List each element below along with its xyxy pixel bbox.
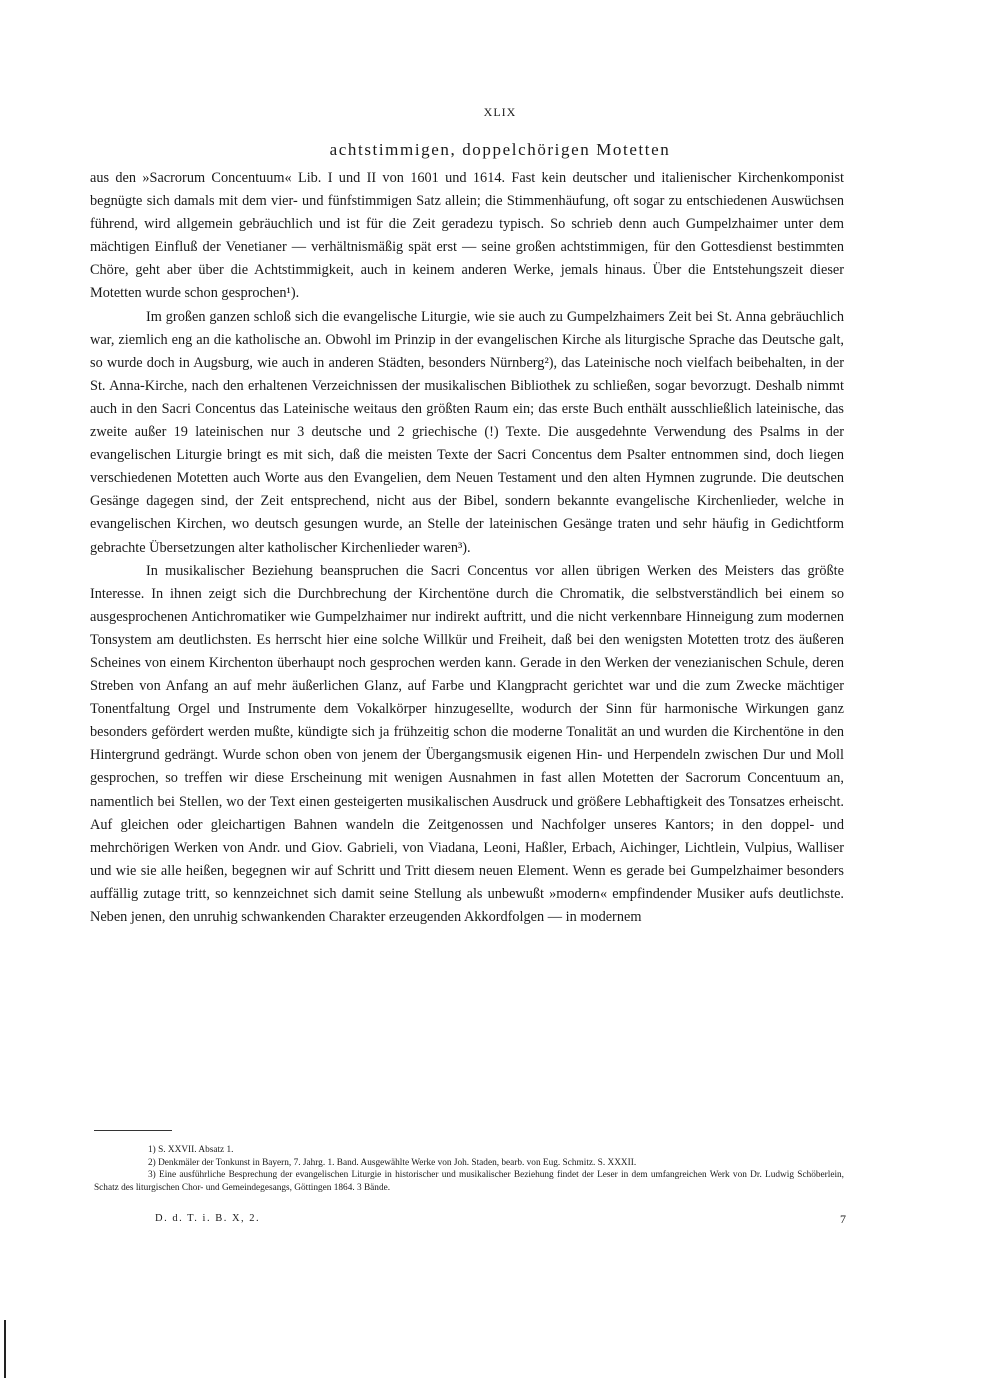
scan-edge-mark — [4, 1320, 6, 1378]
footer-sheet-number: 7 — [840, 1212, 846, 1226]
paragraph-3: In musikalischer Beziehung beanspruchen die Sacri Concentus vor allen übrigen Werken des Meisters das größte Interesse. In ihnen zeigt sich die Durchbrechung der Kirchentöne durch die Chromatik, die selbstverständlich bei einem so ausgesprochenen Antichromatiker wie Gumpelzhaimer nur indirekt auftritt, und die nicht verkennbare Hinneigung zum modernen Tonsystem am deutlichsten. Es herrscht hier eine solche Willkür und Freiheit, daß bei den wenigsten Motetten trotz des äußeren Scheines von einem Kirchenton überhaupt noch gesprochen werden kann. Gerade in den Werken der venezianischen Schule, deren Streben von Anfang an auf mehr äußerlichen Glanz, auf Farbe und Klangpracht gerichtet war und die zum Zwecke mächtiger Tonentfaltung Orgel und Instrumente dem Vokalkörper hinzugesellte, wodurch der Sinn für harmonische Wirkungen ganz besonders gefördert werden mußte, kündigte sich ja frühzeitig schon die moderne Tonalität an und wurden die Kirchentöne in den Hintergrund gedrängt. Wurde schon oben von jenem der Übergangsmusik eigenen Hin- und Herpendeln zwischen Dur und Moll gesprochen, so treffen wir diese Erscheinung mit wenigen Ausnahmen in fast allen Motetten der Sacrorum Concentuum an, namentlich bei Stellen, wo der Text einen gesteigerten musikalischen Ausdruck und größere Lebhaftigkeit des Tonsatzes erheischt. Auf gleichen oder gleichartigen Bahnen wandeln die Zeitgenossen und Nachfolger unseres Kantors; in den doppel- und mehrchörigen Werken von Andr. und Giov. Gabrieli, von Viadana, Leoni, Haßler, Erbach, Aichinger, Lichtlein, Vulpius, Walliser und wie sie alle heißen, begegnen wir auf Schritt und Tritt diesem neuen Element. Wenn es gerade bei Gumpelzhaimer besonders auffällig zutage tritt, so kennzeichnet sich damit seine Stellung als unbewußt »modern« empfindender Musiker aufs deutlichste. Neben jenen, den unruhig schwankenden Charakter erzeugenden Akkordfolgen — in modernem — [90, 562, 844, 925]
footnote-2: 2) Denkmäler der Tonkunst in Bayern, 7. Jahrg. 1. Band. Ausgewählte Werke von Joh. Staden, bearb. von Eug. Schmitz. S. XXXII. — [148, 1157, 637, 1168]
page-number: XLIX — [483, 105, 517, 119]
footnote-3: 3) Eine ausführliche Besprechung der evangelischen Liturgie in historischer und musikalischer Beziehung findet der Leser in dem umfangreichen Werk von Dr. Ludwig Schöberlein, Schatz des liturgischen Chor- und Gemeindegesangs, Göttingen 1864. 3 Bände. — [94, 1170, 844, 1193]
footnote-1: 1) S. XXVII. Absatz 1. — [148, 1145, 234, 1155]
paragraph-1: aus den »Sacrorum Concentuum« Lib. I und II von 1601 und 1614. Fast kein deutscher und italienischer Kirchenkomponist begnügte sich damals mit dem vier- und fünfstimmigen Satz allein; die Stimmenhäufung, oft sogar zu entschiedenen Auswüchsen führend, wird allgemein gebräuchlich und ist für die Zeit geradezu typisch. So schrieb denn auch Gumpelzhaimer unter dem mächtigen Einfluß der Venetianer — verhältnismäßig spät erst — seine großen achtstimmigen, für den Gottesdienst bestimmten Chöre, geht aber über die Achtstimmigkeit, auch in keinem anderen Werke, jemals hinaus. Über die Entstehungszeit dieser Motetten wurde schon gesprochen¹). — [90, 170, 844, 302]
footnote-divider — [94, 1130, 172, 1131]
footnotes — [94, 1144, 844, 1194]
body-text — [90, 167, 844, 929]
running-heading: achtstimmigen, doppelchörigen Motetten — [329, 140, 671, 159]
footer-signature: D. d. T. i. B. X, 2. — [155, 1213, 261, 1224]
paragraph-2: Im großen ganzen schloß sich die evangelische Liturgie, wie sie auch zu Gumpelzhaimers Zeit bei St. Anna gebräuchlich war, ziemlich eng an die katholische an. Obwohl im Prinzip in der evangelischen Kirche als liturgische Sprache das Deutsche galt, so wurde doch in Augsburg, wie auch in anderen Städten, besonders Nürnberg²), das Lateinische noch vielfach beibehalten, in der St. Anna-Kirche, nach den erhaltenen Verzeichnissen der musikalischen Bibliothek zu schließen, sogar bevorzugt. Deshalb nimmt auch in den Sacri Concentus das Lateinische weitaus den größten Raum ein; das erste Buch enthält ausschließlich lateinische, das zweite außer 19 lateinischen nur 3 deutsche und 2 griechische (!) Texte. Die ausgedehnte Verwendung des Psalms in der evangelischen Liturgie bringt es mit sich, daß die meisten Texte der Sacri Concentus dem Psalter entnommen sind, doch liegen verschiedenen Motetten auch Worte aus den Evangelien, dem Neuen Testament und den alten Hymnen zugrunde. Die deutschen Gesänge dagegen sind, der Zeit entsprechend, nicht aus der Bibel, sondern bekannte evangelische Kirchenlieder, welche in evangelischen Kirchen, wo deutsch gesungen wurde, an Stelle der lateinischen Gesänge traten und sehr häufig in Gedichtform gebrachte Übersetzungen alter katholischer Kirchenlieder waren³). — [90, 308, 844, 556]
